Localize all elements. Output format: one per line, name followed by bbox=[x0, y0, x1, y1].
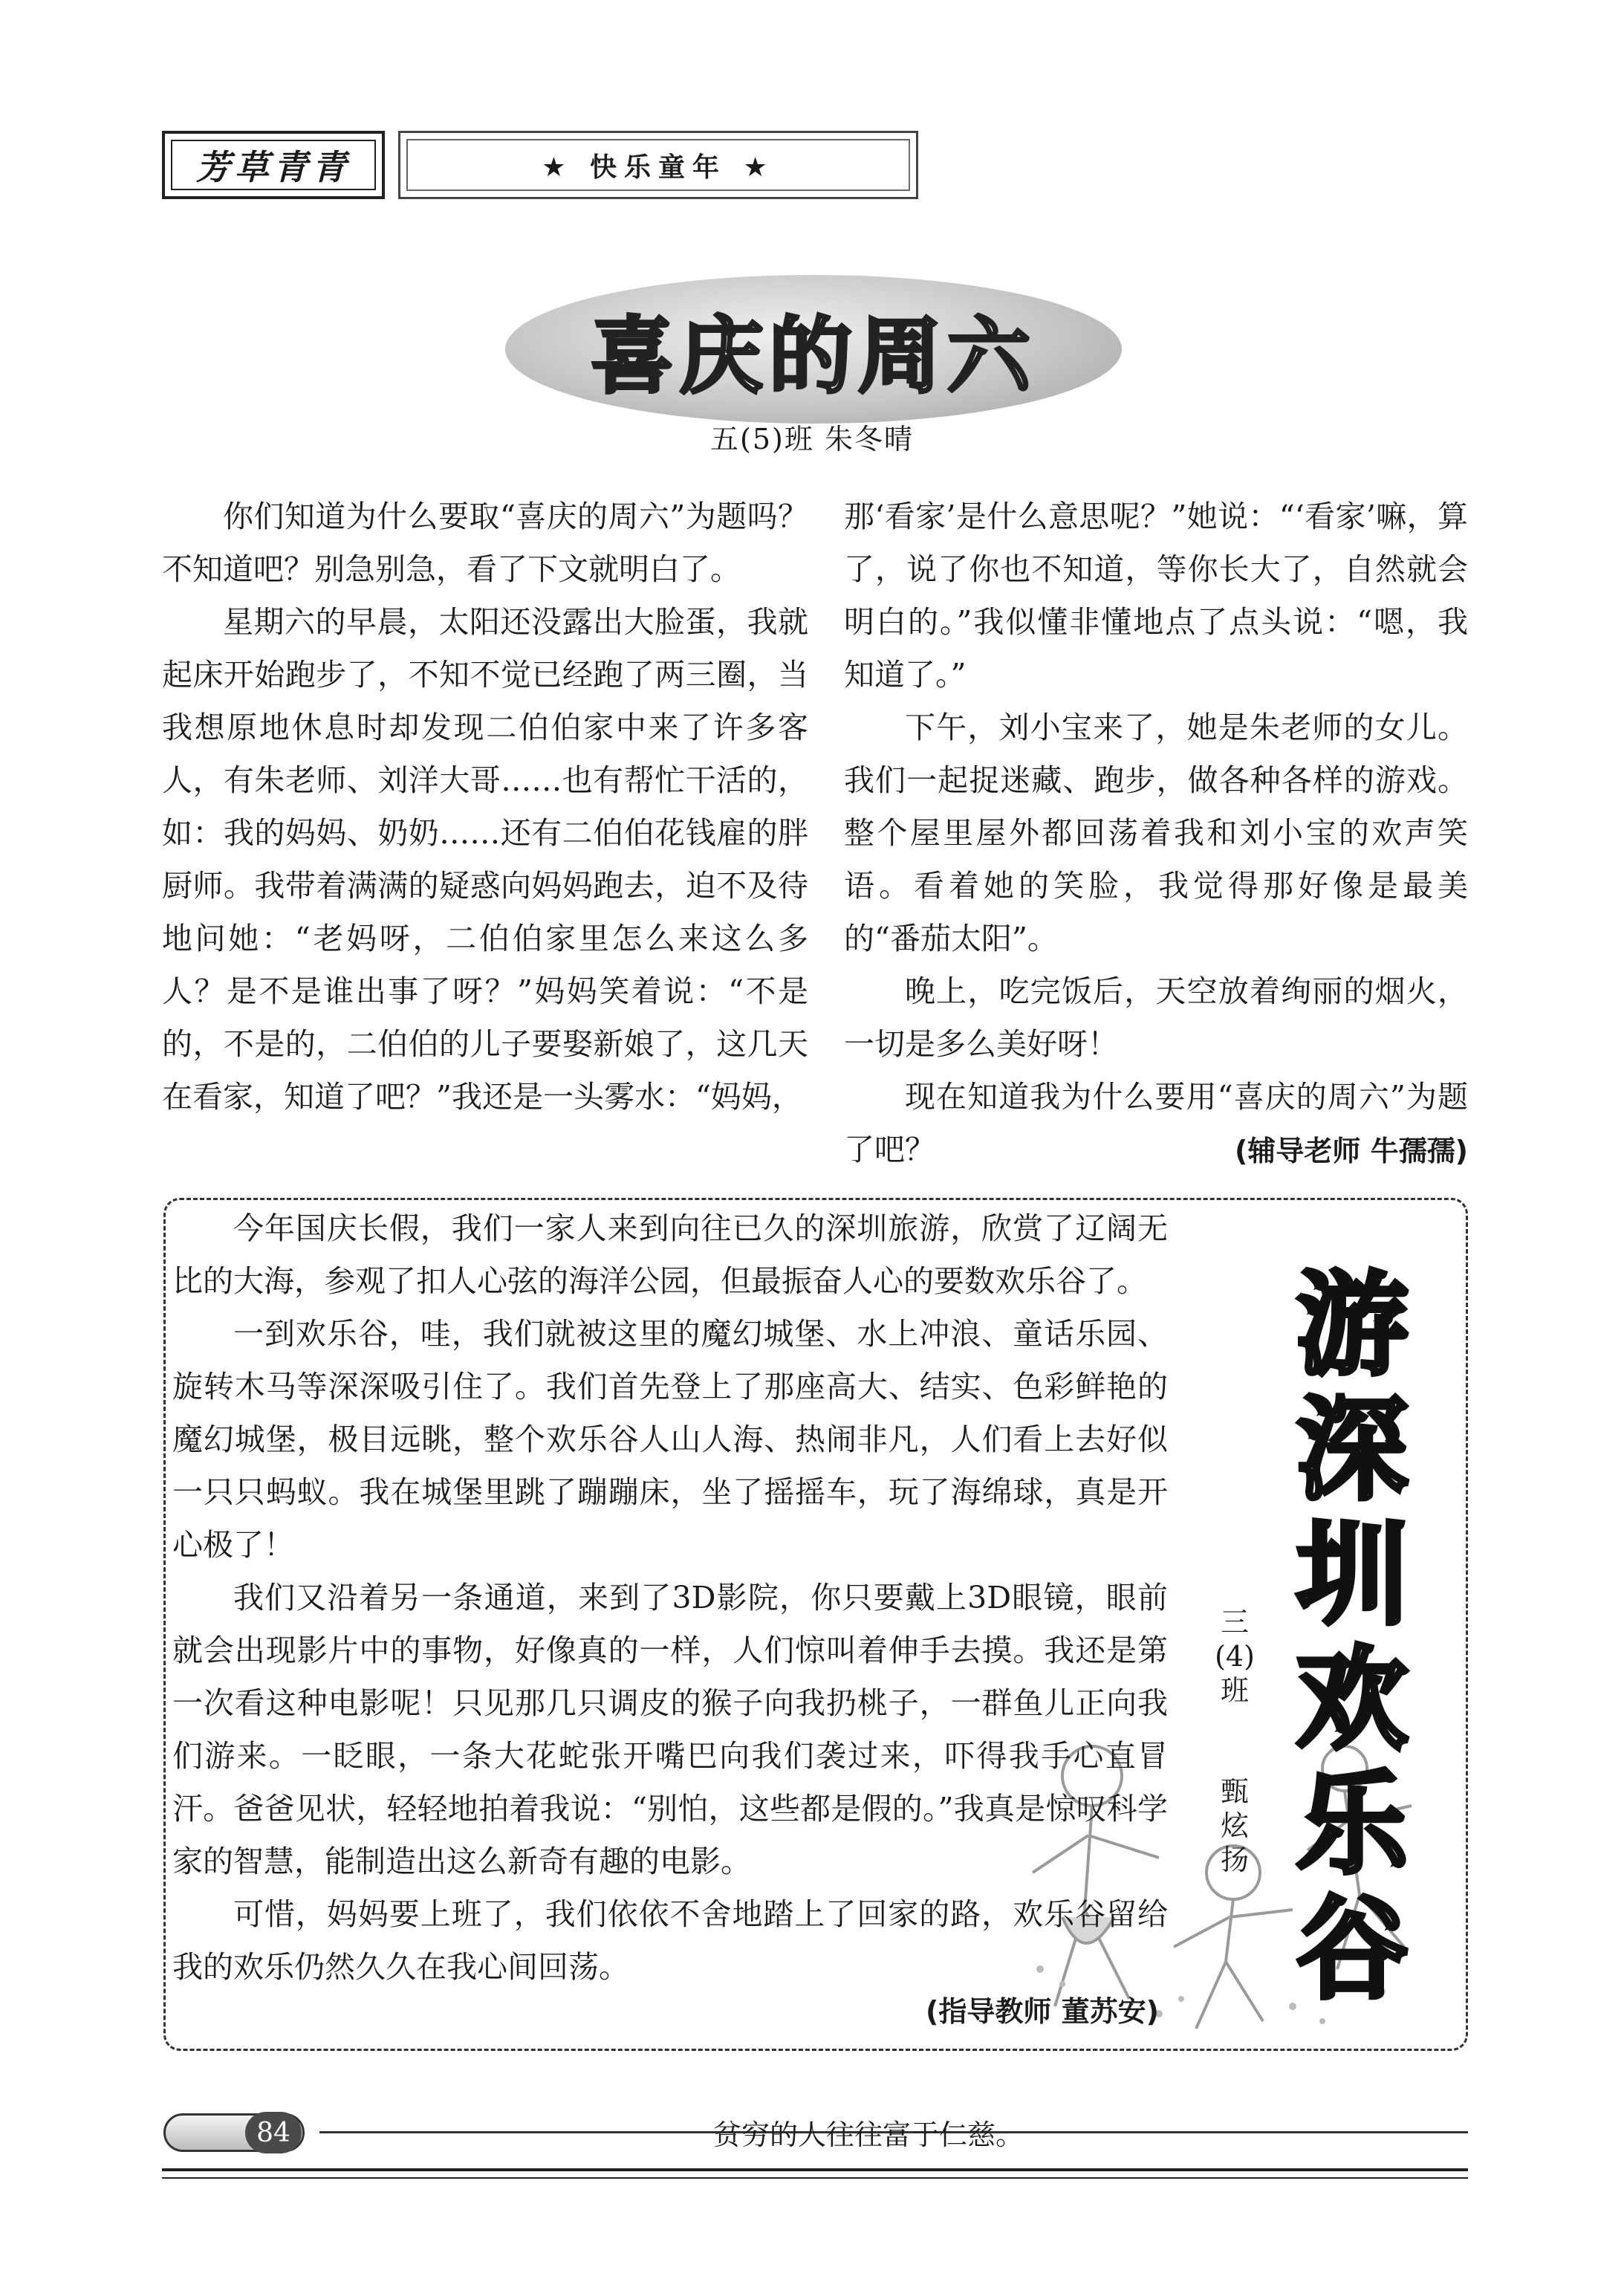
article2-paragraph: 一到欢乐谷，哇，我们就被这里的魔幻城堡、水上冲浪、童话乐园、旋转木马等深深吸引住了。我们首先登上了那座高大、结实、色彩鲜艳的魔幻城堡，极目远眺，整个欢乐谷人山人海、热闹非凡，人们看上去好似一只只蚂蚁。我在城堡里跳了蹦蹦床，坐了摇摇车，玩了海绵球，真是开心极了！ bbox=[172, 1316, 1168, 1563]
column-name: 芳草青青 bbox=[171, 140, 376, 190]
article2-paragraph: 可惜，妈妈要上班了，我们依依不舍地踏上了回家的路，欢乐谷留给我的欢乐仍然久久在我心间回荡。 bbox=[172, 1896, 1168, 1985]
article1-right-column bbox=[844, 490, 1468, 1176]
article2-body bbox=[172, 1202, 1168, 1994]
bottom-rule-thin bbox=[162, 2177, 1468, 2179]
column-header-box bbox=[162, 131, 385, 199]
article2-author: 甄炫扬 bbox=[1220, 1775, 1249, 1876]
article2-paragraph: 我们又沿着另一条通道，来到了3D影院，你只要戴上3D眼镜，眼前就会出现影片中的事物，好像真的一样，人们惊叫着伸手去摸。我还是第一次看这种电影呢！只见那几只调皮的猴子向我扔桃子，一群鱼儿正向我们游来。一眨眼，一条大花蛇张开嘴巴向我们袭过来，吓得我手心直冒汗。爸爸见状，轻轻地拍着我说：“别怕，这些都是假的。”我真是惊叹科学家的智慧，能制造出这么新奇有趣的电影。 bbox=[172, 1580, 1168, 1879]
article2-class: 三(4)班 bbox=[1215, 1606, 1255, 1707]
article2-tutor: (指导教师 董苏安) bbox=[926, 1995, 1159, 2028]
article1-byline: 五(5)班 朱冬晴 bbox=[710, 423, 914, 456]
article1-paragraph: 现在知道我为什么要用“喜庆的周六”为题了吧？ bbox=[844, 1079, 1468, 1167]
article1-paragraph-continuation: 那‘看家’是什么意思呢？”她说：“‘看家’嘛，算了，说了你也不知道，等你长大了，自然就会明白的。”我似懂非懂地点了点头说：“嗯，我知道了。” bbox=[844, 499, 1468, 693]
section-name: ★ 快乐童年 ★ bbox=[406, 139, 910, 191]
bottom-rule-thick bbox=[162, 2168, 1468, 2171]
article1-paragraph: 下午，刘小宝来了，她是朱老师的女儿。我们一起捉迷藏、跑步，做各种各样的游戏。整个屋里屋外都回荡着我和刘小宝的欢声笑语。看着她的笑脸，我觉得那好像是最美的“番茄太阳”。 bbox=[844, 710, 1468, 956]
article1-title: 喜庆的周六 bbox=[591, 308, 1036, 405]
article2-title: 游深圳欢乐谷 bbox=[1296, 1261, 1408, 2014]
section-header-box bbox=[398, 131, 918, 199]
article1-tutor: (辅导老师 牛孺孺) bbox=[1235, 1135, 1468, 1167]
article1-left-column bbox=[162, 490, 808, 1124]
article2-paragraph: 今年国庆长假，我们一家人来到向往已久的深圳旅游，欣赏了辽阔无比的大海，参观了扣人心弦的海洋公园，但最振奋人心的要数欢乐谷了。 bbox=[172, 1210, 1168, 1299]
article1-paragraph: 晚上，吃完饭后，天空放着绚丽的烟火，一切是多么美好呀！ bbox=[844, 973, 1468, 1062]
footer-quote: 贫穷的人往往富于仁慈。 bbox=[713, 2119, 1024, 2151]
page-number: 84 bbox=[256, 2117, 290, 2148]
article1-paragraph: 你们知道为什么要取“喜庆的周六”为题吗？不知道吧？别急别急，看了下文就明白了。 bbox=[162, 499, 808, 587]
article1-paragraph: 星期六的早晨，太阳还没露出大脸蛋，我就起床开始跑步了，不知不觉已经跑了两三圈，当我想原地休息时却发现二伯伯家中来了许多客人，有朱老师、刘洋大哥……也有帮忙干活的，如：我的妈妈、奶奶……还有二伯伯花钱雇的胖厨师。我带着满满的疑惑向妈妈跑去，迫不及待地问她：“老妈呀，二伯伯家里怎么来这么多人？是不是谁出事了呀？”妈妈笑着说：“不是的，不是的，二伯伯的儿子要娶新娘了，这几天在看家，知道了吧？”我还是一头雾水：“妈妈， bbox=[162, 604, 808, 1115]
